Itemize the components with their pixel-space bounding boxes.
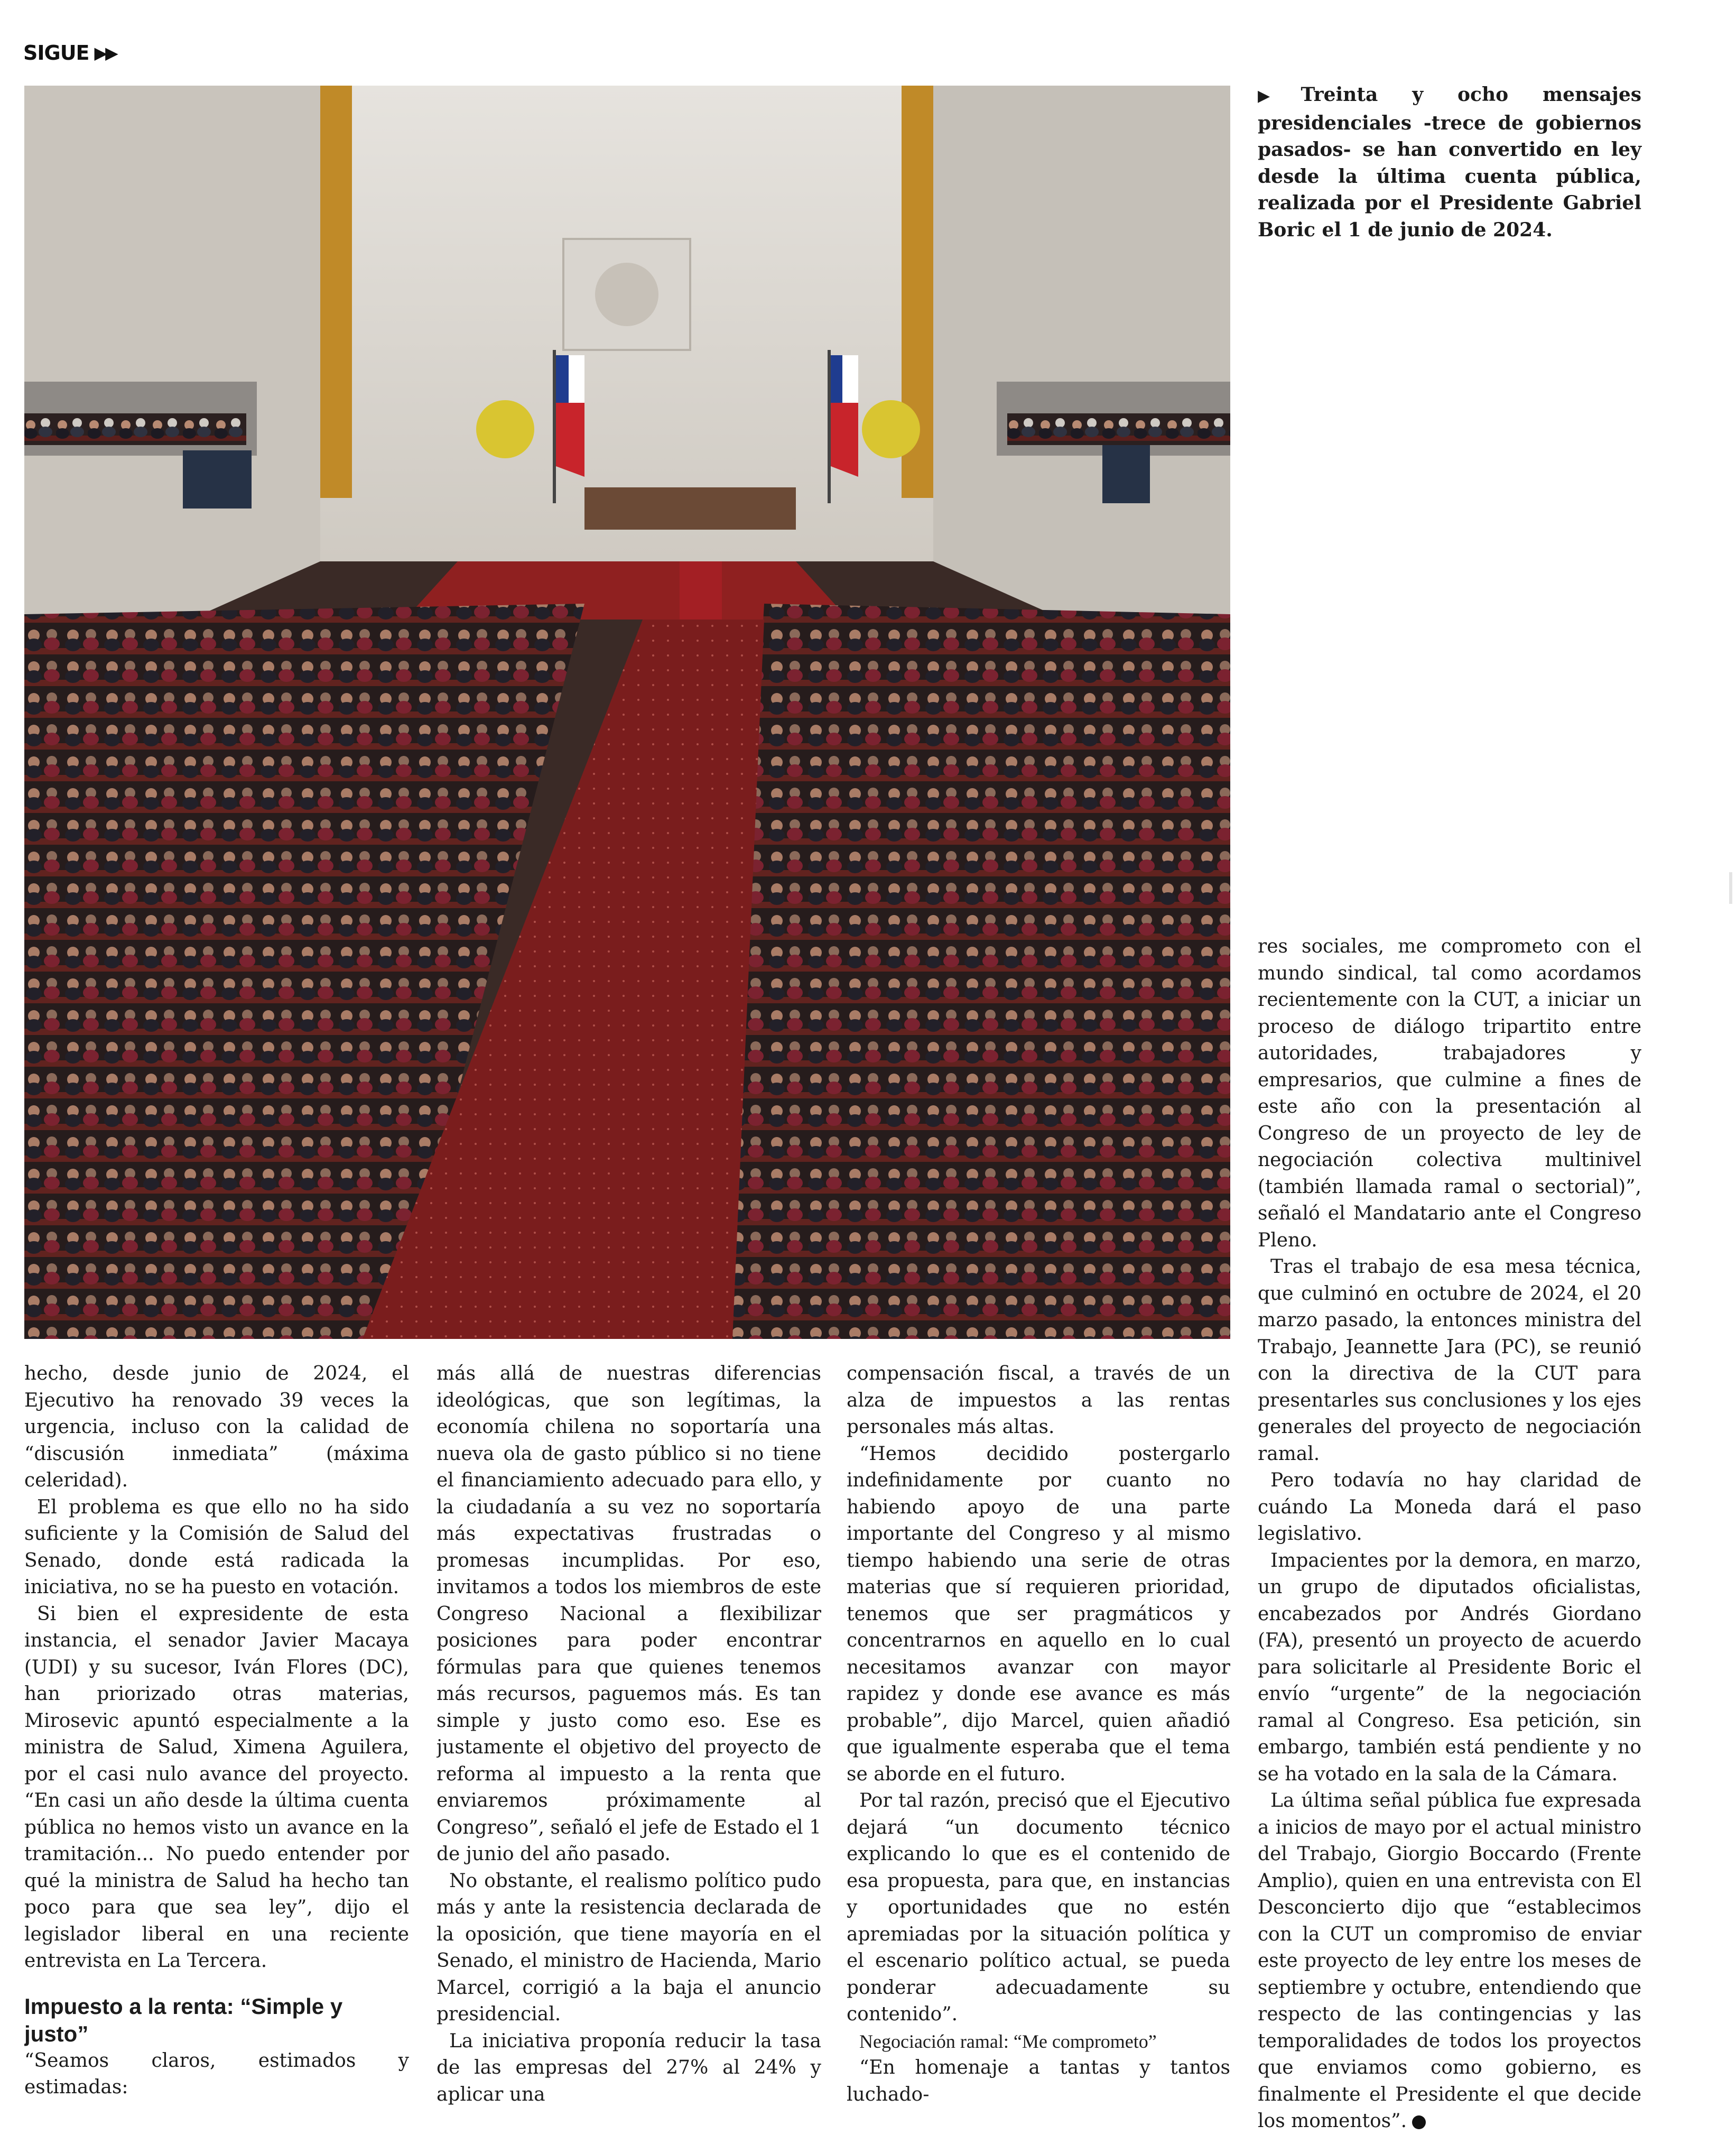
photo-illustration	[24, 86, 1230, 1339]
paragraph: Pero todavía no hay claridad de cuándo La Moneda dará el paso legislativo.	[1258, 1469, 1641, 1545]
subheading-negociacion-ramal: Negociación ramal: “Me comprometo”	[859, 2030, 1157, 2052]
subheading-impuesto-renta: Impuesto a la renta: “Simple y justo”	[24, 1993, 343, 2046]
paragraph: El problema es que ello no ha sido suficiente y la Comisión de Salud del Senado, donde está radicada la iniciativa, no se ha puesto en votación.	[24, 1496, 409, 1598]
end-of-article-icon	[1412, 2115, 1426, 2129]
paragraph: La iniciativa proponía reducir la tasa de las empresas del 27% al 24% y aplicar una	[437, 2030, 821, 2105]
paragraph: res sociales, me comprometo con el mundo sindical, tal como acordamos recientemente con la CUT, a iniciar un proceso de diálogo tripartito entre autoridades, trabajadores y empresarios, que culmine a fines de este año con la presentación al Congreso de un proyecto de ley de negociación colectiva multinivel (también llamada ramal o sectorial)”, señaló el Mandatario ante el Congreso Pleno.	[1258, 936, 1641, 1251]
continue-arrows-icon: ▶▶	[94, 43, 116, 63]
paragraph: “Hemos decidido postergarlo indefinidamente por cuanto no habiendo apoyo de una parte importante del Congreso y al mismo tiempo habiendo una serie de otras materias que sí requieren prioridad, tenemos que ser pragmáticos y concentrarnos en aquello en lo cual necesitamos avanzar con mayor rapidez y donde ese avance es más probable”, dijo Marcel, quien añadió que igualmente esperaba que el tema se aborde en el futuro.	[847, 1443, 1230, 1785]
section-header-sigue	[23, 37, 116, 69]
lead-text: Treinta y ocho mensajes presidenciales -trece de gobiernos pasados- se han convertido en ley desde la última cuenta pública, realizada por el Presidente Gabriel Boric el 1 de junio de 2024.	[1258, 84, 1641, 241]
paragraph: Impacientes por la demora, en marzo, un grupo de diputados oficialistas, encabezados por Andrés Giordano (FA), presentó un proyecto de acuerdo para solicitarle al Presidente Boric el envío “urgente” de la negociación ramal al Congreso. Esa petición, sin embargo, también está pendiente y no se ha votado en la sala de la Cámara.	[1258, 1549, 1641, 1785]
paragraph: hecho, desde junio de 2024, el Ejecutivo ha renovado 39 veces la urgencia, incluso con la calidad de “discusión inmediata” (máxima celeridad).	[24, 1363, 409, 1491]
article-column-2	[437, 1361, 821, 2108]
paragraph: compensación fiscal, a través de un alza de impuestos a las rentas personales más altas.	[847, 1363, 1230, 1438]
article-column-3	[847, 1361, 1230, 2108]
triangle-bullet-icon: ▶	[1258, 87, 1298, 105]
paragraph-text: La última señal pública fue expresada a inicios de mayo por el actual ministro del Trabajo, Giorgio Boccardo (Frente Amplio), quien en una entrevista con El Desconcierto dijo que “establecimos con la CUT un compromiso de enviar este proyecto de ley entre los meses de septiembre y octubre, entendiendo que respecto de las contingencias y las temporalidades de todos los proyectos que enviamos como gobierno, es finalmente el Presidente el que decide los momentos”.	[1258, 1790, 1641, 2132]
paragraph: Tras el trabajo de esa mesa técnica, que culminó en octubre de 2024, el 20 marzo pasado, la entonces ministra del Trabajo, Jeannette Jara (PC), se reunió con la directiva de la CUT para presentarles sus conclusiones y los ejes generales del proyecto de negociación ramal.	[1258, 1256, 1641, 1465]
paragraph: Por tal razón, precisó que el Ejecutivo dejará “un documento técnico explicando lo que es el contenido de esa propuesta, para que, en instancias y oportunidades que no estén apremiadas por la situación política y el escenario político actual, se pueda ponderar adecuadamente su contenido”.	[847, 1790, 1230, 2025]
paragraph-final	[1258, 1788, 1641, 2135]
paragraph: No obstante, el realismo político pudo más y ante la resistencia declarada de la oposición, que tiene mayoría en el Senado, el ministro de Hacienda, Mario Marcel, corrigió a la baja el anuncio presidencial.	[437, 1870, 821, 2025]
congress-chamber-photo	[24, 86, 1230, 1339]
paragraph: “Seamos claros, estimados y estimadas:	[24, 2049, 409, 2098]
paragraph: Si bien el expresidente de esta instancia, el senador Javier Macaya (UDI) y su sucesor, Iván Flores (DC), han priorizado otras materias, Mirosevic apuntó especialmente a la ministra de Salud, Ximena Aguilera, por el casi nulo avance del proyecto. “En casi un año desde la última cuenta pública no hemos visto un avance en la tramitación... No puedo entender por qué la ministra de Salud ha hecho tan poco para que sea ley”, dijo el legislador liberal en una reciente entrevista en La Tercera.	[24, 1603, 409, 1972]
page-edge-mark	[1729, 872, 1732, 904]
paragraph: “En homenaje a tantas y tantos luchado-	[847, 2057, 1230, 2105]
section-label: SIGUE	[23, 41, 89, 64]
paragraph: más allá de nuestras diferencias ideológicas, que son legítimas, la economía chilena no soportaría una nueva ola de gasto público si no tiene el financiamiento adecuado para ello, y la ciudadanía a su vez no soportaría más expectativas frustradas o promesas incumplidas. Por eso, invitamos a todos los miembros de este Congreso Nacional a flexibilizar posiciones para poder encontrar fórmulas para que quienes tenemos más recursos, paguemos más. Es tan simple y justo como eso. Ese es justamente el objetivo del proyecto de reforma al impuesto a la renta que enviaremos próximamente al Congreso”, señaló el jefe de Estado el 1 de junio del año pasado.	[437, 1363, 821, 1865]
lead-highlight	[1258, 81, 1641, 243]
article-column-4	[1258, 934, 1641, 2135]
article-column-1	[24, 1361, 409, 2101]
